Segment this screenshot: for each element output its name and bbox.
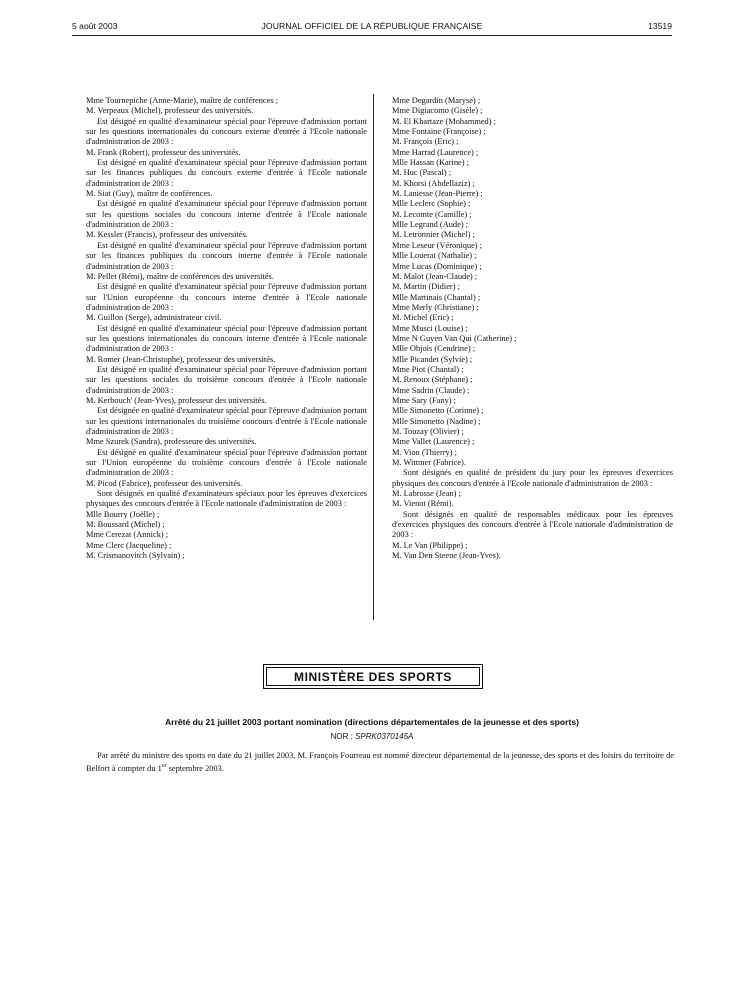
ministry-box-inner bbox=[266, 667, 480, 686]
nominee-line: M. Frank (Robert), professeur des universités. bbox=[86, 147, 241, 157]
nominee-line: Mme Digiacomo (Gisèle) ; bbox=[392, 106, 483, 116]
nominee-line: M. Romer (Jean-Christophe), professeur des universités. bbox=[86, 354, 276, 364]
nominee-line: Mlle Leclerc (Sophie) ; bbox=[392, 199, 471, 209]
paragraph: Sont désignés en qualité de président du jury pour les épreuves d'exercices physiques des concours d'entrée à l'Ecole nationale d'administration de 2003 : bbox=[392, 468, 673, 488]
arrete-body-text: Par arrêté du ministre des sports en date du 21 juillet 2003, M. François Fourreau est nommé directeur départemental de la jeunesse, des sports et des loisirs du territoire de Belfort à compter du 1 bbox=[86, 751, 674, 774]
paragraph: Est désigné en qualité d'examinateur spécial pour l'épreuve d'admission portant sur l'Union européenne du troisième concours d'entrée à l'Ecole nationale d'administration de 2003 : bbox=[86, 447, 367, 478]
nominee-line: Mme Szurek (Sandra), professeure des universités. bbox=[86, 437, 257, 447]
nominee-line: M. Van Den Steene (Jean-Yves). bbox=[392, 551, 501, 561]
paragraph: Est désigné en qualité d'examinateur spécial pour l'épreuve d'admission portant sur les questions sociales du concours interne d'entrée à l'Ecole nationale d'administration de 2003 : bbox=[86, 199, 367, 230]
nominee-line: Mme Sary (Fany) ; bbox=[392, 395, 456, 405]
nominee-line: Mme Lucas (Dominique) ; bbox=[392, 261, 482, 271]
nominee-line: M. Vienot (Rémi). bbox=[392, 499, 454, 509]
nominee-line: M. Letronnier (Michel) ; bbox=[392, 230, 475, 240]
journal-title: JOURNAL OFFICIEL DE LA RÉPUBLIQUE FRANÇAISE bbox=[261, 21, 483, 31]
nominee-line: Mme Degardin (Maryse) ; bbox=[392, 96, 481, 105]
nominee-line: Mme Clerc (Jacqueline) ; bbox=[86, 540, 172, 550]
nominee-line: Mme Sadrin (Claude) ; bbox=[392, 385, 470, 395]
arrete-body-sup: er bbox=[161, 763, 167, 770]
right-column bbox=[392, 96, 673, 561]
nominee-line: M. Picod (Fabrice), professeur des universités. bbox=[86, 478, 243, 488]
nor-code: SPRK0370145A bbox=[355, 732, 414, 741]
nominee-line: M. Huc (Pascal) ; bbox=[392, 168, 452, 178]
nominee-line: Mlle Picandet (Sylvie) ; bbox=[392, 354, 473, 364]
ministry-box bbox=[263, 664, 483, 689]
nominee-line: Mme Merly (Christiane) ; bbox=[392, 302, 479, 312]
arrete-title: Arrêté du 21 juillet 2003 portant nomination (directions départementales de la jeunesse et des sports) bbox=[164, 717, 580, 727]
nominee-line: M. Wittmer (Fabrice). bbox=[392, 458, 466, 468]
nominee-line: M. Pellet (Rémi), maître de conférences des universités. bbox=[86, 271, 274, 281]
nominee-line: Mlle Louerat (Nathalie) ; bbox=[392, 251, 477, 261]
page-header bbox=[72, 21, 672, 35]
nominee-line: Mme Fontaine (Françoise) ; bbox=[392, 127, 486, 137]
nominee-line: M. Kerbouch' (Jean-Yves), professeur des universités. bbox=[86, 395, 267, 405]
nominee-line: M. Malot (Jean-Claude) ; bbox=[392, 271, 478, 281]
nor-line bbox=[72, 732, 672, 741]
nominee-line: M. Siat (Guy), maître de conférences. bbox=[86, 189, 213, 199]
nominee-line: M. François (Eric) ; bbox=[392, 137, 459, 147]
paragraph: Sont désignés en qualité d'examinateurs spéciaux pour les épreuves d'exercices physiques des concours d'entrée à l'Ecole nationale d'administration de 2003 : bbox=[86, 489, 367, 509]
nominee-line: Mme Leseur (Véronique) ; bbox=[392, 240, 482, 250]
arrete-body bbox=[86, 751, 674, 775]
nominee-line: M. Michel (Eric) ; bbox=[392, 313, 454, 323]
nominee-line: M. Crismanovitch (Sylvain) ; bbox=[86, 551, 185, 561]
nominee-line: M. Kessler (Francis), professeur des universités. bbox=[86, 230, 248, 240]
nominee-line: Mme Tournepiche (Anne-Marie), maître de conférences ; bbox=[86, 96, 279, 105]
paragraph: Est désignée en qualité d'examinateur spécial pour l'épreuve d'admission portant sur les questions internationales du troisième concours d'entrée à l'Ecole nationale d'administration de 2003 : bbox=[86, 406, 367, 436]
nominee-line: M. Le Van (Philippe) ; bbox=[392, 540, 468, 550]
nominee-line: M. Touzay (Olivier) ; bbox=[392, 427, 464, 436]
left-column bbox=[86, 96, 367, 561]
header-rule bbox=[72, 35, 672, 36]
nominee-line: Mlle Objois (Cendrine) ; bbox=[392, 344, 476, 354]
nominee-line: Mlle Legrand (Aude) ; bbox=[392, 220, 469, 230]
nominee-line: M. Guillon (Serge), administrateur civil. bbox=[86, 313, 222, 323]
nominee-line: Mme N Guyen Van Qui (Catherine) ; bbox=[392, 333, 517, 343]
nominee-line: M. Boussard (Michel) ; bbox=[86, 520, 165, 530]
paragraph: Est désigné en qualité d'examinateur spécial pour l'épreuve d'admission portant sur les finances publiques du concours interne d'entrée à l'Ecole nationale d'administration de 2003 : bbox=[86, 240, 367, 271]
nominee-line: Mme Vallet (Laurence) ; bbox=[392, 437, 475, 447]
nominee-line: Mme Musci (Louise) ; bbox=[392, 323, 468, 333]
paragraph: Sont désignés en qualité de responsables médicaux pour les épreuves d'exercices physiques des concours d'entrée à l'Ecole nationale d'administration de 2003 : bbox=[392, 509, 673, 540]
nominee-line: M. Laniesse (Jean-Pierre) ; bbox=[392, 189, 483, 199]
column-divider bbox=[373, 94, 374, 620]
arrete-body-end: septembre 2003. bbox=[166, 764, 224, 774]
paragraph: Est désigné en qualité d'examinateur spécial pour l'épreuve d'admission portant sur les finances publiques du concours externe d'entrée à l'Ecole nationale d'administration de 2003 : bbox=[86, 158, 367, 188]
ministry-title: MINISTÈRE DES SPORTS bbox=[293, 669, 453, 684]
nominee-line: M. Renoux (Stéphane) ; bbox=[392, 375, 473, 385]
nominee-line: M. Khorsi (Abdellaziz) ; bbox=[392, 178, 475, 188]
nominee-line: M. Vion (Thierry) ; bbox=[392, 447, 457, 457]
paragraph: Est désigné en qualité d'examinateur spécial pour l'épreuve d'admission portant sur les questions internationales du concours interne d'entrée à l'Ecole nationale d'administration de 2003 : bbox=[86, 323, 367, 354]
nominee-line: Mlle Martinais (Chantal) ; bbox=[392, 292, 481, 302]
nominee-line: Mme Piot (Chantal) ; bbox=[392, 364, 464, 374]
nor-label: NOR : bbox=[330, 732, 353, 741]
paragraph: Est désigné en qualité d'examinateur spécial pour l'épreuve d'admission portant sur les questions internationales du concours externe d'entrée à l'Ecole nationale d'administration de 2003 : bbox=[86, 116, 367, 147]
paragraph: Est désigné en qualité d'examinateur spécial pour l'épreuve d'admission portant sur l'Union européenne du concours interne d'entrée à l'Ecole nationale d'administration de 2003 : bbox=[86, 282, 367, 312]
page-number: 13519 bbox=[648, 21, 672, 31]
nominee-line: Mlle Simonetto (Nadine) ; bbox=[392, 416, 481, 426]
nominee-line: Mlle Bourry (Joëlle) ; bbox=[86, 509, 160, 519]
nominee-line: Mme Harrad (Laurence) ; bbox=[392, 147, 479, 157]
nominee-line: Mlle Simonetto (Corinne) ; bbox=[392, 406, 484, 416]
nominee-line: Mlle Hassan (Karine) ; bbox=[392, 158, 469, 168]
nominee-line: M. Labrosse (Jean) ; bbox=[392, 489, 461, 499]
nominee-line: M. Verpeaux (Michel), professeur des universités. bbox=[86, 106, 254, 116]
nominee-line: M. Lecomte (Camille) ; bbox=[392, 209, 472, 219]
nominee-line: M. El Khartaze (Mohammed) ; bbox=[392, 116, 496, 126]
nominee-line: M. Martin (Didier) ; bbox=[392, 282, 460, 292]
nominee-line: Mme Cerezat (Annick) ; bbox=[86, 530, 169, 540]
header-date: 5 août 2003 bbox=[72, 21, 118, 31]
paragraph: Est désigné en qualité d'examinateur spécial pour l'épreuve d'admission portant sur les questions sociales du troisième concours d'entrée à l'Ecole nationale d'administration de 2003 : bbox=[86, 364, 367, 395]
